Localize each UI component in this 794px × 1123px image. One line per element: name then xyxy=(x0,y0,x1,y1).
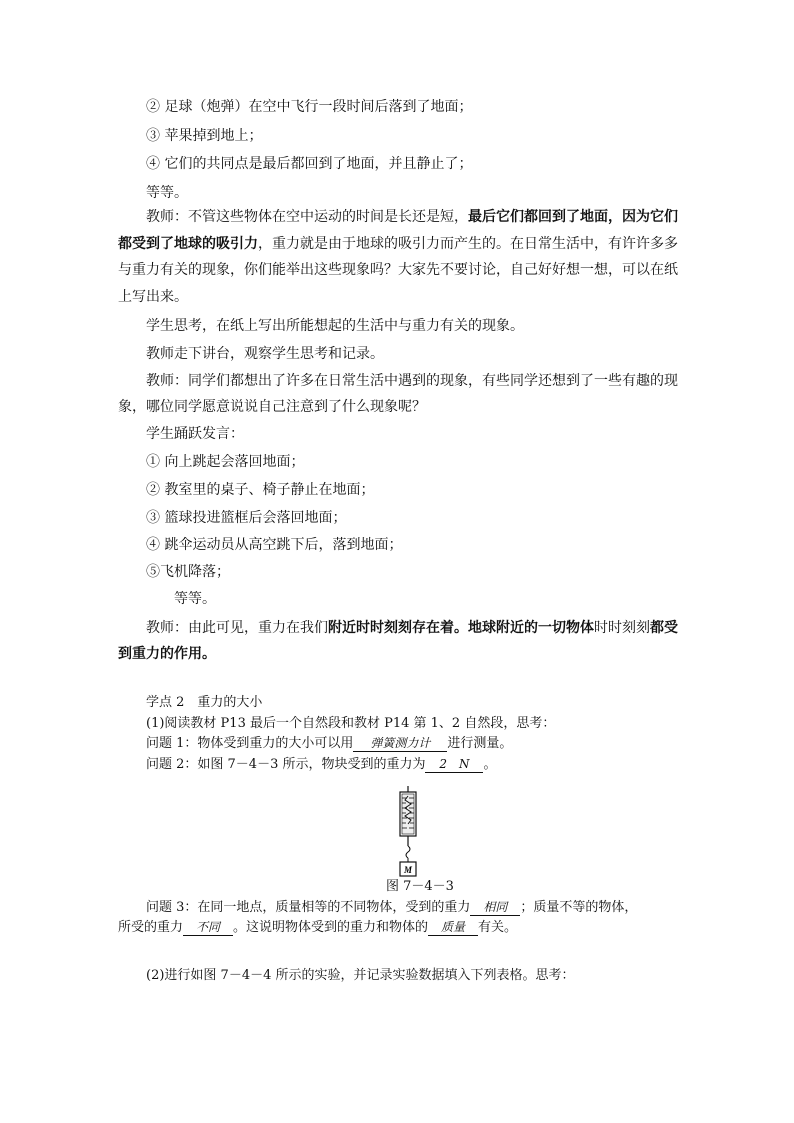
paragraph-line: 教师：同学们都想出了许多在日常生活中遇到的现象，有些同学还想到了一些有趣的现 xyxy=(146,373,678,389)
bold-span: 附近时时刻刻存在着。地球附近的一切物体 xyxy=(328,620,594,636)
text-span: ，重力就是由于地球的吸引力而产生的。在日常生活中，有许许多多 xyxy=(258,236,678,252)
text-span: 问题 1：物体受到重力的大小可以用 xyxy=(146,736,354,751)
answer-blank: 弹簧测力计 xyxy=(353,735,447,752)
text-span: ；质量不等的物体， xyxy=(520,900,638,915)
paragraph-line xyxy=(118,234,678,254)
list-item: ② 足球（炮弹）在空中飞行一段时间后落到了地面； xyxy=(146,99,473,115)
list-item: ③ 篮球投进篮框后会落回地面； xyxy=(146,510,347,526)
text-span: 问题 2：如图 7－4－3 所示，物块受到的重力为 xyxy=(146,757,426,772)
question-3-cont xyxy=(118,918,517,938)
spring-scale-figure xyxy=(388,786,428,886)
answer-blank: 质量 xyxy=(428,919,478,936)
list-item: ⑤飞机降落； xyxy=(146,564,230,580)
bold-span: 到重力的作用。 xyxy=(118,646,216,662)
text-span: 。 xyxy=(483,757,497,772)
question-4: (2)进行如图 7－4－4 所示的实验，并记录实验数据填入下列表格。思考： xyxy=(146,968,575,983)
paragraph-line xyxy=(146,618,678,638)
answer-blank: 相同 xyxy=(470,899,520,916)
text-span: 。这说明物体受到的重力和物体的 xyxy=(233,920,429,935)
figure-caption: 图 7－4－3 xyxy=(386,879,454,894)
text-span: 有关。 xyxy=(478,920,518,935)
question-2 xyxy=(146,755,497,775)
question-1 xyxy=(146,734,512,754)
list-item: ③ 苹果掉到地上； xyxy=(146,128,263,144)
question-3 xyxy=(146,898,637,918)
question-intro: (1)阅读教材 P13 最后一个自然段和教材 P14 第 1、2 自然段，思考： xyxy=(146,716,556,731)
list-item: ④ 跳伞运动员从高空跳下后，落到地面； xyxy=(146,537,403,553)
paragraph-line xyxy=(118,644,216,664)
paragraph-line xyxy=(146,207,678,227)
text-span: 时时刻刻 xyxy=(594,620,650,636)
paragraph-line: 与重力有关的现象，你们能举出这些现象吗？大家先不要讨论，自己好好想一想，可以在纸 xyxy=(118,262,678,278)
paragraph-text: 等等。 xyxy=(146,185,188,201)
paragraph-text: 学生踊跃发言： xyxy=(146,426,244,442)
list-item: ② 教室里的桌子、椅子静止在地面； xyxy=(146,482,375,498)
bold-span: 最后它们都回到了地面，因为它们 xyxy=(468,209,678,225)
paragraph-line: 象，哪位同学愿意说说自己注意到了什么现象呢？ xyxy=(118,399,426,415)
text-span: 进行测量。 xyxy=(447,736,513,751)
paragraph-line: 上写出来。 xyxy=(118,289,188,305)
answer-blank: 不同 xyxy=(183,919,233,936)
block-label: M xyxy=(403,865,413,875)
text-span: 教师：由此可见，重力在我们 xyxy=(146,620,328,636)
paragraph-text: 等等。 xyxy=(174,591,216,607)
list-item: ④ 它们的共同点是最后都回到了地面，并且静止了； xyxy=(146,156,473,172)
text-span: 所受的重力 xyxy=(118,920,184,935)
bold-span: 都受到了地球的吸引力 xyxy=(118,236,258,252)
list-item: ① 向上跳起会落回地面； xyxy=(146,454,305,470)
text-span: 问题 3：在同一地点，质量相等的不同物体，受到的重力 xyxy=(146,900,471,915)
section-heading: 学点 2 重力的大小 xyxy=(146,695,263,710)
answer-blank: 2 N xyxy=(425,756,483,773)
paragraph-text: 教师走下讲台，观察学生思考和记录。 xyxy=(146,346,384,362)
paragraph-text: 学生思考，在纸上写出所能想起的生活中与重力有关的现象。 xyxy=(146,318,524,334)
text-span: 教师：不管这些物体在空中运动的时间是长还是短， xyxy=(146,209,468,225)
bold-span: 都受 xyxy=(650,620,678,636)
